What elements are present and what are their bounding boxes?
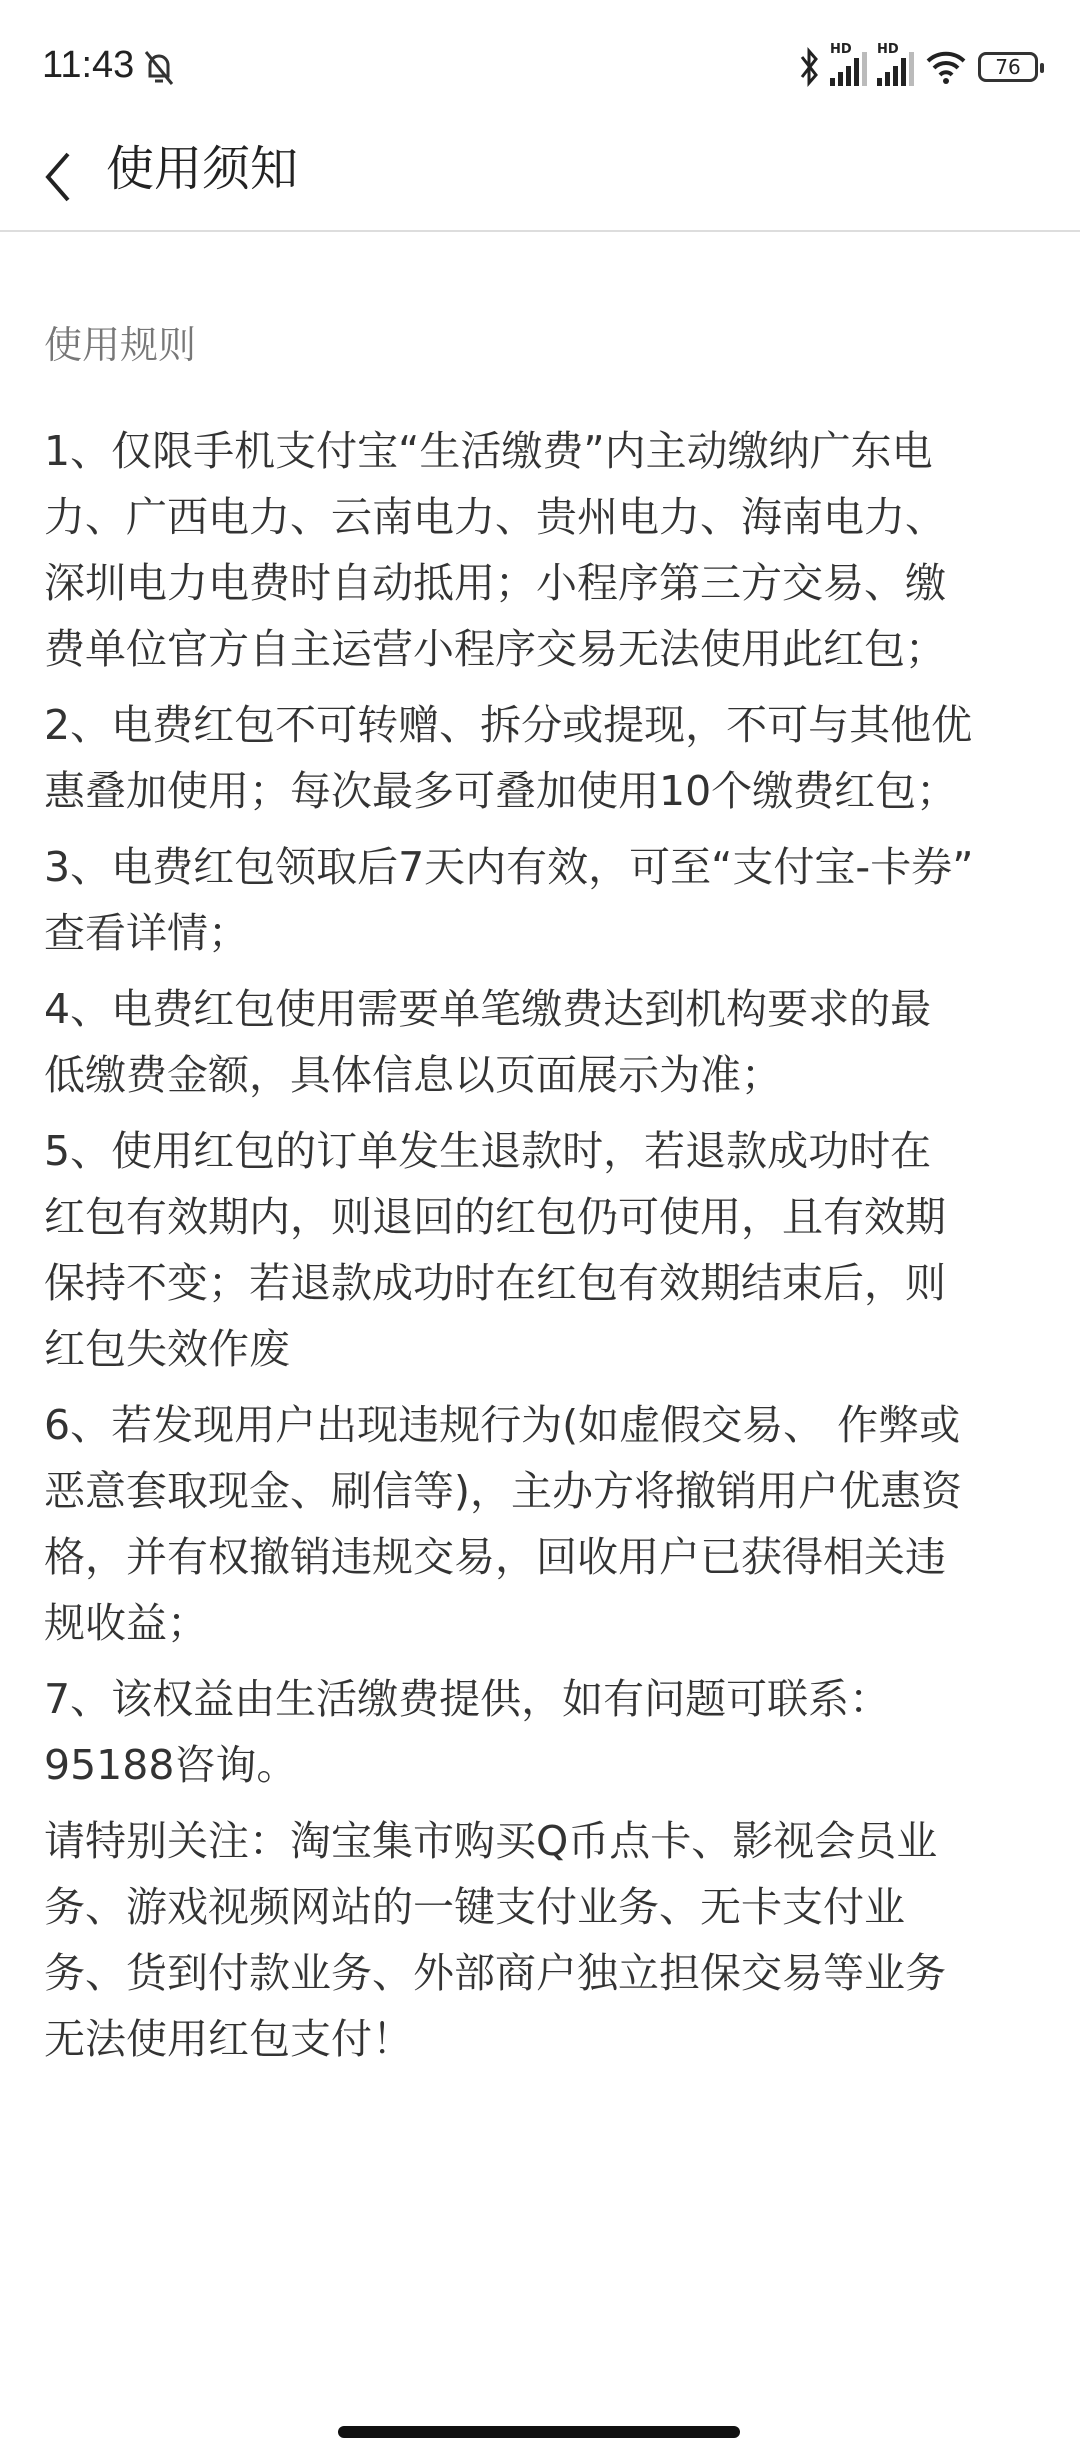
battery-level: 76 bbox=[995, 55, 1021, 79]
section-title: 使用规则 bbox=[44, 323, 197, 367]
rule-line: 低缴费金额，具体信息以页面展示为准； bbox=[44, 1051, 782, 1099]
signal-2-icon bbox=[877, 42, 914, 86]
rules-content bbox=[44, 418, 1044, 2082]
status-icons bbox=[798, 42, 1038, 88]
status-bar bbox=[0, 0, 1080, 140]
page-title: 使用须知 bbox=[106, 141, 299, 197]
rule-line: 深圳电力电费时自动抵用；小程序第三方交易、缴 bbox=[44, 559, 946, 607]
network-label: HD bbox=[830, 42, 852, 57]
back-button[interactable] bbox=[34, 142, 84, 212]
rule-line: 力、广西电力、云南电力、贵州电力、海南电力、 bbox=[44, 493, 946, 541]
rule-line: 规收益； bbox=[44, 1599, 208, 1647]
rule-line: 查看详情； bbox=[44, 909, 249, 957]
rule-line: 务、货到付款业务、外部商户独立担保交易等业务 bbox=[44, 1949, 946, 1997]
rule-line: 保持不变；若退款成功时在红包有效期结束后，则 bbox=[44, 1259, 946, 1307]
rule-line: 费单位官方自主运营小程序交易无法使用此红包； bbox=[44, 625, 946, 673]
rule-paragraph bbox=[44, 692, 1044, 824]
signal-1-icon bbox=[830, 42, 867, 86]
rule-line: 恶意套取现金、刷信等)，主办方将撤销用户优惠资 bbox=[44, 1467, 962, 1515]
bell-muted-icon bbox=[138, 46, 180, 88]
rule-line: 务、游戏视频网站的一键支付业务、无卡支付业 bbox=[44, 1883, 905, 1931]
rule-line: 95188咨询。 bbox=[44, 1741, 298, 1789]
network-label: HD bbox=[877, 42, 899, 57]
rule-paragraph bbox=[44, 418, 1044, 682]
rule-line: 4、电费红包使用需要单笔缴费达到机构要求的最 bbox=[44, 985, 932, 1033]
rule-line: 5、使用红包的订单发生退款时，若退款成功时在 bbox=[44, 1127, 932, 1175]
rule-paragraph bbox=[44, 834, 1044, 966]
rule-paragraph bbox=[44, 1666, 1044, 1798]
rule-line: 3、电费红包领取后7天内有效，可至“支付宝-卡券” bbox=[44, 843, 974, 891]
battery-icon bbox=[978, 52, 1038, 82]
rule-line: 格，并有权撤销违规交易，回收用户已获得相关违 bbox=[44, 1533, 946, 1581]
rule-paragraph bbox=[44, 1118, 1044, 1382]
rule-line: 1、仅限手机支付宝“生活缴费”内主动缴纳广东电 bbox=[44, 427, 933, 475]
wifi-icon bbox=[924, 47, 968, 87]
rule-line: 红包有效期内，则退回的红包仍可使用，且有效期 bbox=[44, 1193, 946, 1241]
status-time: 11:43 bbox=[42, 44, 135, 86]
rule-paragraph bbox=[44, 1808, 1044, 2072]
rule-line: 请特别关注：淘宝集市购买Q币点卡、影视会员业 bbox=[44, 1817, 938, 1865]
bluetooth-icon bbox=[798, 47, 820, 87]
rule-paragraph bbox=[44, 1392, 1044, 1656]
rule-line: 惠叠加使用；每次最多可叠加使用10个缴费红包； bbox=[44, 767, 958, 815]
rule-line: 6、若发现用户出现违规行为(如虚假交易、 作弊或 bbox=[44, 1401, 961, 1449]
home-indicator[interactable] bbox=[338, 2426, 740, 2438]
nav-header bbox=[0, 120, 1080, 232]
rule-line: 无法使用红包支付！ bbox=[44, 2015, 413, 2063]
rule-paragraph bbox=[44, 976, 1044, 1108]
rule-line: 7、该权益由生活缴费提供，如有问题可联系： bbox=[44, 1675, 891, 1723]
rule-line: 红包失效作废 bbox=[44, 1325, 290, 1373]
rule-line: 2、电费红包不可转赠、拆分或提现，不可与其他优 bbox=[44, 701, 973, 749]
